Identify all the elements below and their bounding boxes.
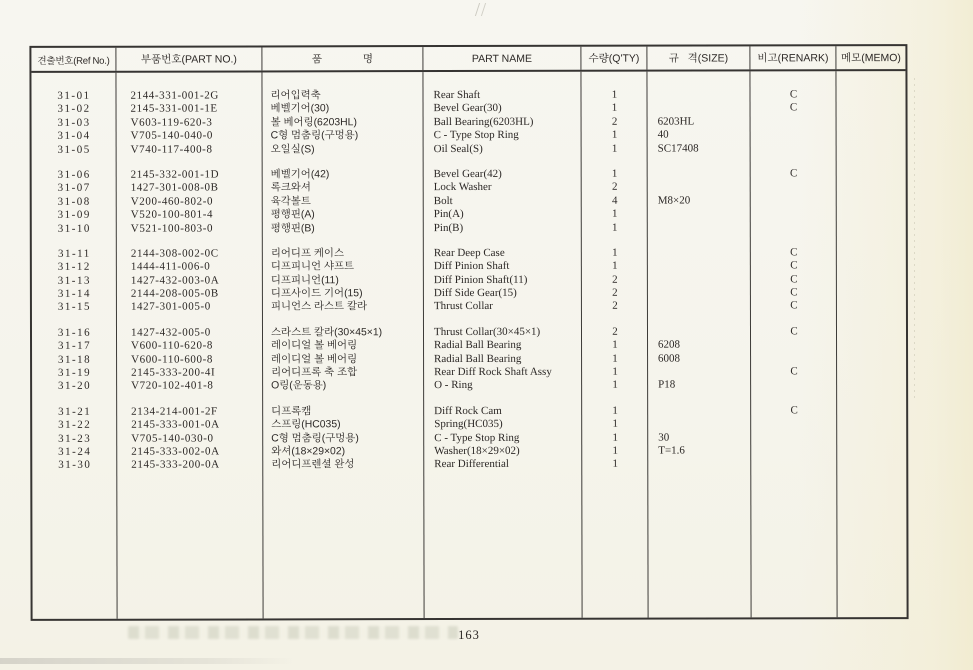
table-row (32, 379, 906, 394)
qty-cell: 1 (611, 88, 618, 101)
part-no-cell: 2145-333-200-0A (131, 458, 220, 472)
memo-cell (837, 115, 906, 129)
part-name-en-cell: Spring(HC035) (434, 418, 503, 431)
part-no-cell: V603-119-620-3 (130, 116, 213, 129)
remark-cell (751, 338, 837, 352)
part-name-en-cell: Lock Washer (433, 181, 492, 194)
qty-cell: 1 (612, 431, 618, 444)
ref-no-cell: 31-18 (57, 353, 92, 366)
remark-cell: C (789, 167, 798, 180)
qty-cell: 1 (612, 379, 618, 392)
memo-cell (837, 286, 906, 300)
memo-cell (837, 444, 906, 458)
part-name-en-cell: Diff Pinion Shaft(11) (433, 273, 528, 286)
memo-cell (837, 259, 906, 273)
part-no-cell: V600-110-620-8 (131, 339, 213, 352)
part-no-cell: 1427-432-003-0A (130, 274, 220, 287)
remark-cell (751, 444, 837, 458)
part-name-kr-cell: 리어입력축 (270, 90, 321, 102)
part-name-kr-cell: 베벨기어(42) (270, 169, 330, 181)
part-no-cell: V740-117-400-8 (130, 143, 213, 156)
part-no-cell: 2145-331-001-1E (130, 102, 218, 116)
size-cell (648, 300, 751, 314)
qty-cell: 1 (612, 404, 618, 417)
table-row (32, 300, 906, 315)
memo-cell (836, 88, 905, 102)
remark-cell (751, 207, 837, 221)
part-name-kr-cell: 볼 베어링(6203HL) (270, 117, 357, 129)
part-name-kr-cell: 디프피니언(11) (270, 274, 339, 287)
qty-cell: 1 (612, 444, 619, 457)
part-name-en-cell: Diff Pinion Shaft (433, 260, 510, 273)
remark-cell (751, 128, 837, 142)
memo-cell (837, 128, 906, 142)
qty-cell: 1 (612, 221, 618, 234)
table-row (32, 221, 906, 236)
ref-no-cell: 31-05 (57, 143, 91, 156)
part-name-en-cell: Oil Seal(S) (433, 142, 483, 155)
part-no-cell: 1427-432-005-0 (130, 326, 211, 339)
col-header-name-kr: 품 명 (262, 47, 423, 70)
part-no-cell: 1427-301-005-0 (130, 301, 211, 314)
ref-no-cell: 31-10 (57, 222, 91, 235)
col-header-part-name: PART NAME (423, 47, 581, 70)
part-name-en-cell: C - Type Stop Ring (433, 129, 519, 142)
part-name-kr-cell: 와셔(18×29×02) (271, 446, 346, 458)
ref-no-cell: 31-06 (57, 168, 91, 181)
part-name-en-cell: O - Ring (434, 379, 473, 392)
size-cell (648, 286, 751, 300)
part-no-cell: V200-460-802-0 (130, 195, 214, 208)
part-name-en-cell: Rear Diff Rock Shaft Assy (434, 365, 552, 379)
remark-cell (751, 181, 837, 195)
size-cell (648, 181, 751, 195)
col-header-size: 규 격(SIZE) (647, 46, 750, 69)
remark-cell: C (790, 246, 798, 259)
memo-cell (837, 431, 906, 445)
part-no-cell: 1427-301-008-0B (130, 181, 219, 195)
qty-cell: 1 (611, 128, 618, 141)
part-no-cell: V600-110-600-8 (131, 353, 214, 366)
part-name-en-cell: Ball Bearing(6203HL) (433, 115, 534, 128)
qty-cell: 1 (611, 167, 618, 180)
size-cell (648, 167, 751, 181)
col-header-remark: 비고(RENARK) (750, 46, 836, 69)
table-row (32, 142, 906, 157)
qty-cell: 1 (612, 352, 618, 365)
memo-cell (837, 273, 906, 287)
table-body (31, 71, 906, 619)
qty-cell: 1 (612, 246, 618, 259)
memo-cell (837, 325, 906, 339)
table-header-row (31, 46, 905, 73)
scan-edge-artifact (914, 78, 915, 398)
ref-no-cell: 31-22 (58, 418, 92, 432)
ref-no-cell: 31-08 (57, 195, 91, 208)
part-name-en-cell: Diff Side Gear(15) (433, 286, 517, 300)
size-cell: P18 (658, 378, 676, 392)
remark-cell: C (790, 404, 798, 417)
part-no-cell: 2145-332-001-1D (130, 168, 220, 181)
parts-table (29, 44, 908, 621)
part-name-en-cell: Bevel Gear(42) (433, 167, 502, 181)
memo-cell (837, 417, 906, 431)
part-name-kr-cell: 디프록캠 (271, 406, 312, 418)
col-header-memo: 메모(MEMO) (840, 52, 901, 65)
ref-no-cell: 31-03 (57, 116, 91, 129)
remark-cell (751, 417, 837, 431)
part-no-cell: 2145-333-001-0A (131, 418, 220, 431)
size-cell (648, 208, 751, 222)
part-no-cell: 2144-308-002-0C (130, 247, 219, 260)
memo-cell (837, 352, 906, 366)
remark-cell: C (790, 286, 798, 299)
size-cell (648, 365, 751, 379)
part-name-kr-cell: 리어디프록 축 조합 (271, 367, 358, 379)
part-no-cell: V720-102-401-8 (131, 379, 214, 393)
ref-no-cell: 31-07 (57, 182, 91, 195)
table-row (32, 457, 906, 472)
remark-cell: C (789, 101, 798, 114)
part-no-cell: V521-100-803-0 (130, 222, 214, 235)
part-name-kr-cell: 피니언스 라스트 칼라 (270, 301, 368, 313)
part-name-kr-cell: 스라스트 칼라(30×45×1) (270, 327, 383, 339)
qty-cell: 1 (612, 417, 618, 430)
row-group-5 (32, 404, 906, 473)
part-name-kr-cell: C형 멈춤링(구멍용) (271, 432, 359, 445)
row-group-1 (31, 88, 905, 157)
qty-cell: 2 (612, 273, 618, 286)
part-no-cell: V520-100-801-4 (130, 208, 214, 221)
remark-cell (751, 142, 837, 156)
remark-cell: C (790, 325, 798, 338)
qty-cell: 1 (612, 365, 618, 378)
remark-cell: C (790, 259, 798, 272)
part-name-en-cell: Bevel Gear(30) (433, 102, 502, 115)
qty-cell: 2 (612, 286, 618, 299)
ref-no-cell: 31-13 (57, 274, 91, 287)
memo-cell (837, 365, 906, 379)
col-header-part-no: 부품번호(PART NO.) (116, 47, 262, 70)
ref-no-cell: 31-02 (57, 103, 91, 116)
size-cell (648, 325, 751, 339)
part-name-en-cell: Diff Rock Cam (434, 404, 502, 417)
pencil-mark (475, 3, 486, 16)
row-group-2 (32, 167, 906, 236)
part-name-en-cell: Radial Ball Bearing (434, 339, 522, 352)
ref-no-cell: 31-23 (58, 432, 92, 445)
remark-cell (751, 221, 837, 235)
part-name-en-cell: Radial Ball Bearing (434, 352, 522, 365)
ref-no-cell: 31-11 (57, 247, 91, 260)
memo-cell (837, 207, 906, 221)
part-name-kr-cell: 디프사이드 기어(15) (270, 288, 363, 300)
row-group-3 (32, 246, 906, 315)
size-cell: 6203HL (657, 115, 695, 128)
memo-cell (837, 194, 906, 208)
page-number: 163 (458, 628, 480, 642)
memo-cell (837, 180, 906, 194)
remark-cell (751, 431, 837, 445)
part-name-kr-cell: 육각볼트 (270, 196, 311, 208)
remark-cell (751, 458, 837, 472)
part-name-kr-cell: 평행핀(B) (270, 222, 315, 234)
part-no-cell: V705-140-030-0 (131, 432, 214, 445)
part-no-cell: 2145-333-002-0A (131, 445, 220, 458)
memo-cell (837, 338, 906, 352)
size-cell (648, 221, 751, 235)
part-no-cell: 1444-411-006-0 (130, 260, 211, 274)
size-cell (648, 458, 751, 472)
part-no-cell: 2144-331-001-2G (130, 89, 219, 102)
ref-no-cell: 31-01 (57, 89, 91, 102)
part-no-cell: 2134-214-001-2F (131, 405, 218, 418)
ref-no-cell: 31-21 (58, 405, 92, 418)
ref-no-cell: 31-20 (58, 380, 92, 393)
part-no-cell: V705-140-040-0 (130, 129, 213, 142)
qty-cell: 1 (611, 142, 618, 155)
col-header-qty: 수량(Q'TY) (581, 47, 647, 70)
part-name-kr-cell: 리어디프렌셜 완성 (271, 459, 355, 471)
remark-cell: C (790, 272, 798, 286)
part-name-en-cell: Thrust Collar(30×45×1) (433, 325, 541, 338)
memo-cell (837, 142, 906, 156)
part-name-en-cell: Rear Differential (434, 458, 509, 471)
part-name-kr-cell: O링(운동용) (271, 380, 327, 392)
part-name-kr-cell: 평행핀(A) (270, 209, 315, 221)
size-cell: M8×20 (657, 194, 691, 207)
remark-cell (751, 194, 837, 208)
part-name-en-cell: Thrust Collar (433, 300, 493, 313)
part-name-kr-cell: 오일실(S) (270, 143, 315, 155)
memo-cell (837, 221, 906, 235)
ref-no-cell: 31-15 (57, 301, 92, 314)
part-no-cell: 2144-208-005-0B (130, 287, 219, 300)
scan-shadow (0, 658, 295, 664)
remark-cell (751, 115, 837, 129)
part-name-kr-cell: 베벨기어(30) (270, 103, 330, 115)
ref-no-cell: 31-19 (57, 366, 92, 379)
size-cell (648, 418, 751, 432)
qty-cell: 1 (612, 458, 619, 471)
qty-cell: 2 (611, 115, 618, 128)
ref-no-cell: 31-09 (57, 208, 91, 221)
memo-cell (837, 404, 906, 418)
memo-cell (837, 167, 906, 181)
ref-no-cell: 31-04 (57, 129, 91, 143)
part-name-en-cell: Washer(18×29×02) (434, 444, 520, 458)
memo-cell (837, 246, 906, 260)
part-name-en-cell: Bolt (433, 194, 453, 207)
ref-no-cell: 31-16 (57, 326, 92, 339)
ref-no-cell: 31-12 (57, 261, 91, 274)
size-cell: SC17408 (657, 142, 699, 155)
memo-cell (837, 300, 906, 314)
col-header-ref-no: 견출번호(Ref No.) (31, 48, 116, 71)
part-name-en-cell: C - Type Stop Ring (434, 431, 520, 444)
qty-cell: 1 (612, 338, 618, 351)
qty-cell: 1 (611, 102, 618, 115)
qty-cell: 1 (611, 207, 618, 220)
size-cell: 30 (658, 431, 670, 444)
part-name-kr-cell: 레이디얼 볼 베어링 (271, 353, 358, 366)
qty-cell: 2 (611, 181, 618, 194)
part-name-kr-cell: 리어디프 케이스 (270, 248, 345, 260)
qty-cell: 4 (611, 194, 618, 207)
size-cell: 6208 (658, 338, 681, 351)
part-name-en-cell: Rear Shaft (433, 88, 481, 102)
remark-cell: C (790, 299, 798, 312)
row-group-4 (32, 325, 906, 394)
part-name-kr-cell: 디프피니언 샤프트 (270, 261, 355, 273)
size-cell (647, 88, 750, 102)
memo-cell (837, 101, 906, 115)
part-no-cell: 2145-333-200-4I (131, 366, 216, 379)
size-cell (648, 102, 751, 116)
size-cell: 6008 (658, 352, 681, 365)
part-name-en-cell: Pin(A) (433, 208, 464, 221)
ref-no-cell: 31-17 (57, 340, 92, 353)
remark-cell (751, 379, 837, 393)
memo-cell (837, 457, 906, 471)
remark-cell: C (789, 88, 798, 101)
part-name-kr-cell: 스프링(HC035) (271, 419, 341, 431)
part-name-kr-cell: 레이디얼 볼 베어링 (271, 340, 358, 352)
size-cell (648, 246, 751, 260)
size-cell (648, 260, 751, 274)
part-name-kr-cell: 록크와셔 (270, 182, 311, 194)
size-cell: 40 (657, 128, 669, 141)
size-cell (648, 404, 751, 418)
qty-cell: 1 (612, 259, 618, 272)
part-name-en-cell: Pin(B) (433, 221, 464, 234)
part-name-en-cell: Rear Deep Case (433, 246, 505, 259)
size-cell: T=1.6 (658, 444, 685, 457)
part-name-kr-cell: C형 멈춤링(구멍용) (270, 130, 359, 142)
remark-cell: C (790, 365, 798, 378)
size-cell (648, 273, 751, 287)
qty-cell: 2 (612, 300, 618, 313)
remark-cell (751, 352, 837, 366)
qty-cell: 2 (612, 325, 618, 338)
ref-no-cell: 31-24 (58, 445, 92, 458)
ref-no-cell: 31-14 (57, 287, 92, 300)
ref-no-cell: 31-30 (58, 459, 92, 472)
memo-cell (837, 379, 906, 393)
